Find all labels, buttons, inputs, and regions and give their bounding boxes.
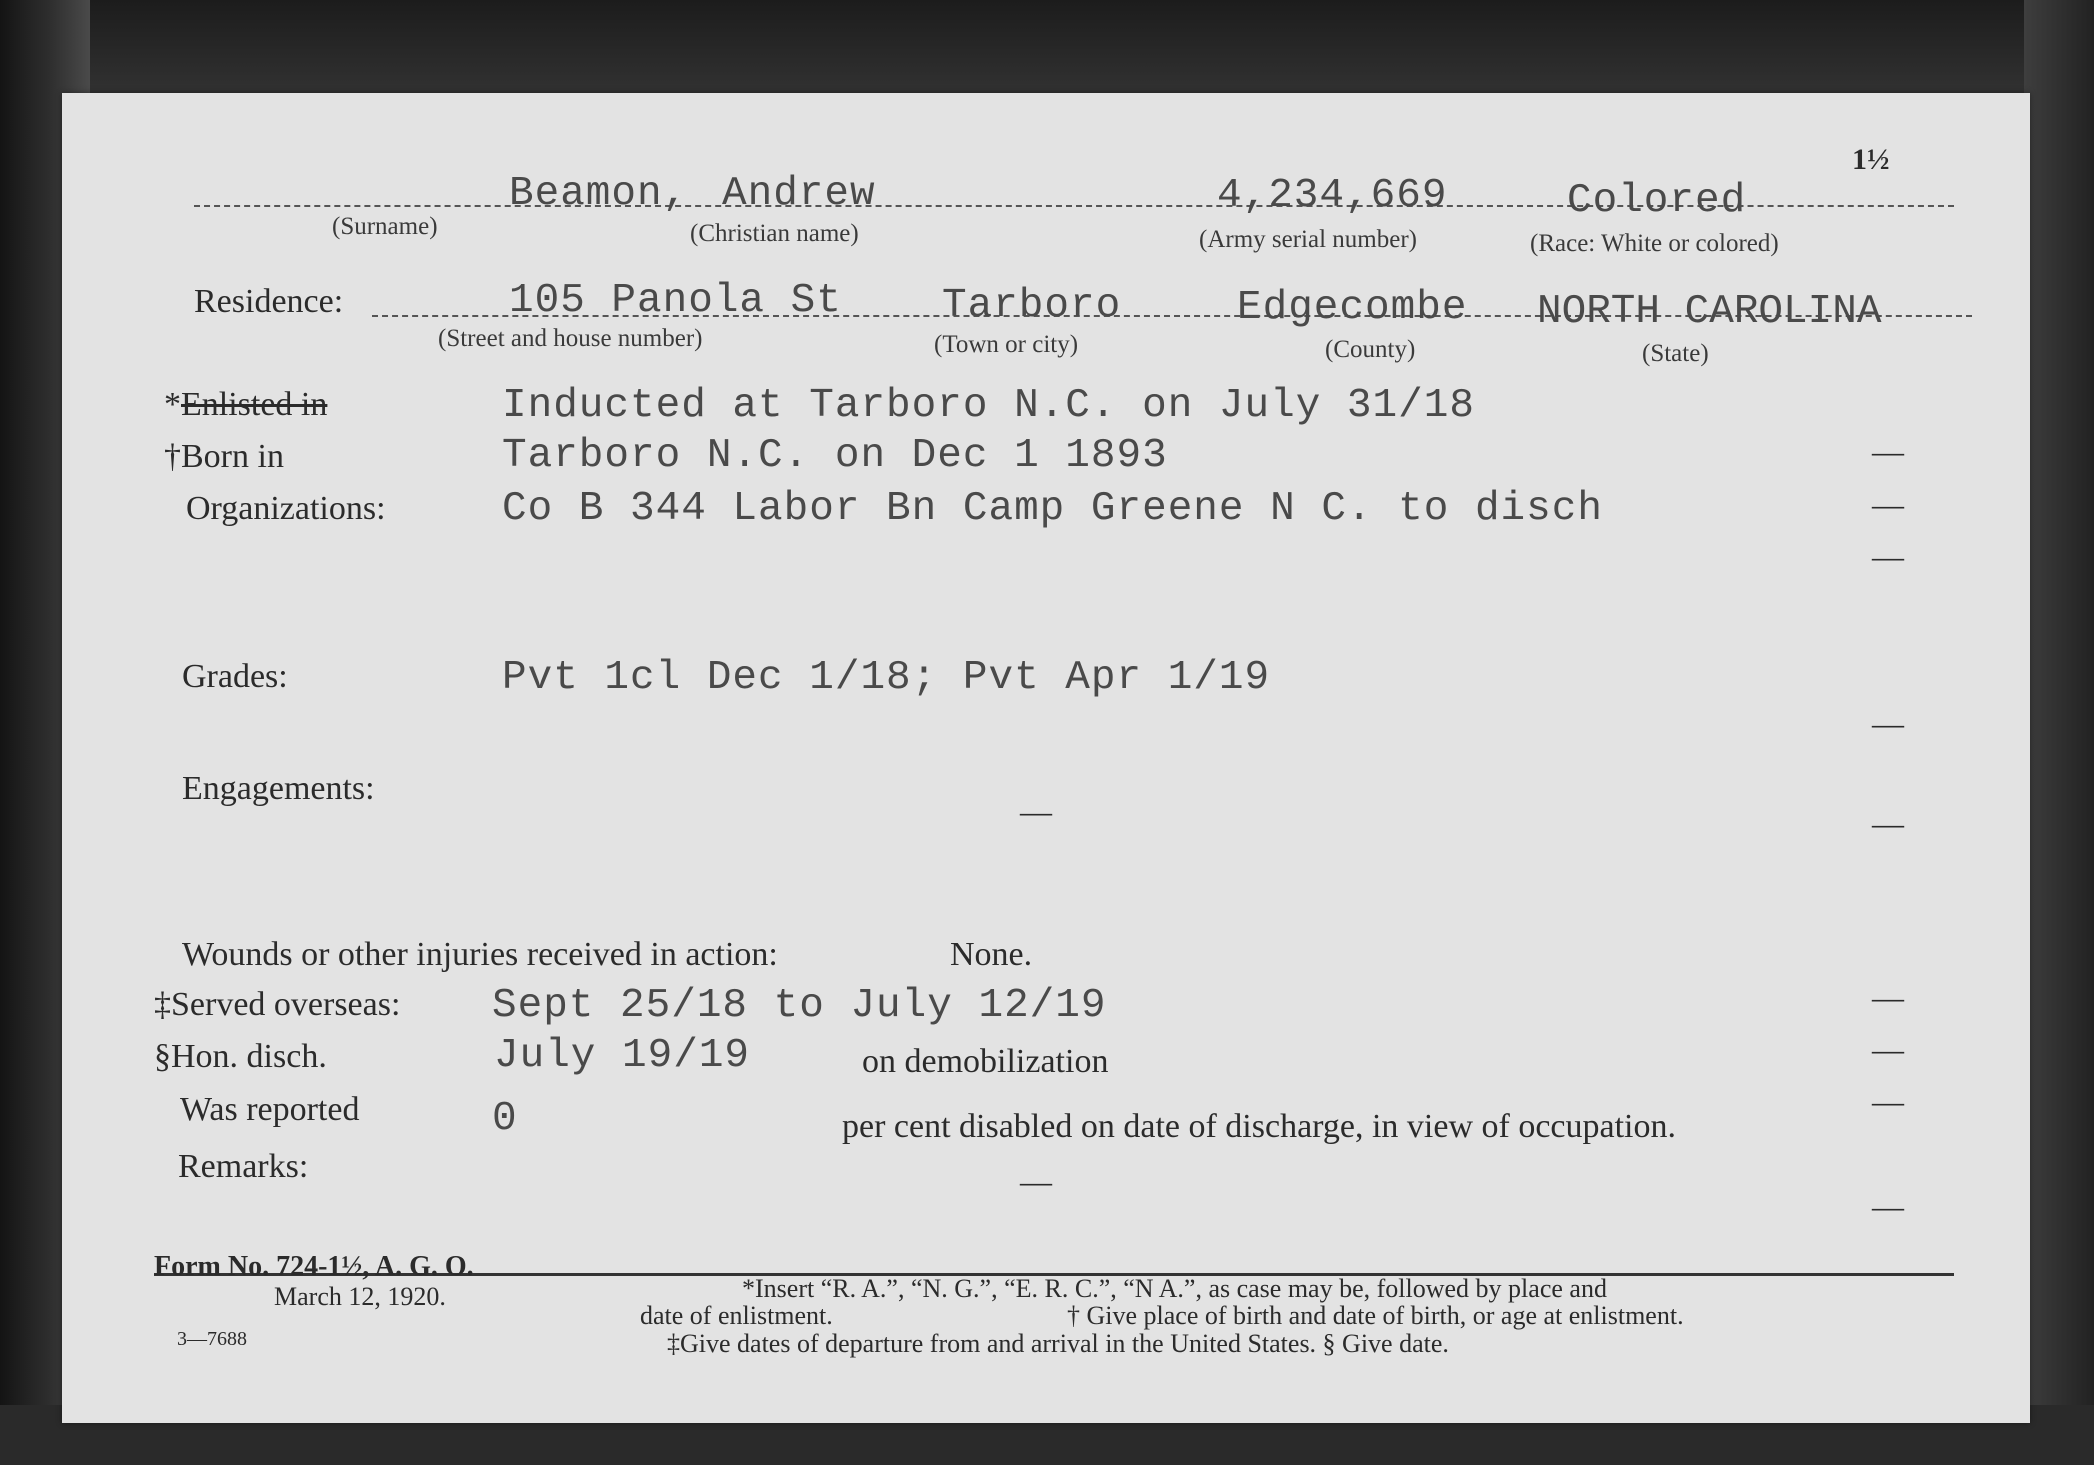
- footnote-1: *Insert “R. A.”, “N. G.”, “E. R. C.”, “N A.”, as case may be, followed by place and: [742, 1274, 1607, 1303]
- corner-mark: 1½: [1852, 143, 1890, 176]
- born-label: †Born in: [164, 438, 284, 475]
- residence-label: Residence:: [194, 283, 344, 320]
- enlisted-label-text: Enlisted in: [181, 386, 328, 423]
- race-caption: (Race: White or colored): [1530, 230, 1779, 257]
- served-overseas-label: ‡Served overseas:: [154, 986, 401, 1023]
- state-value: NORTH CAROLINA: [1537, 289, 1882, 335]
- grades-label: Grades:: [182, 658, 288, 695]
- footnote-2b: † Give place of birth and date of birth, or age at enlistment.: [1067, 1301, 1684, 1330]
- print-code: 3—7688: [177, 1328, 247, 1350]
- county-value: Edgecombe: [1237, 285, 1468, 331]
- christian-name-caption: (Christian name): [690, 220, 859, 247]
- footnote-3: ‡Give dates of departure from and arrival in the United States. § Give date.: [667, 1329, 1449, 1358]
- margin-dash: —: [1872, 1188, 1904, 1224]
- surname-caption: (Surname): [332, 213, 438, 240]
- wounds-value: None.: [950, 936, 1033, 973]
- service-record-card: [62, 93, 2030, 1423]
- scan-background-top: [0, 0, 2094, 100]
- margin-dash: —: [1872, 1031, 1904, 1067]
- was-reported-suffix: per cent disabled on date of discharge, in view of occupation.: [842, 1108, 1676, 1145]
- town-caption: (Town or city): [934, 331, 1079, 358]
- engagements-label: Engagements:: [182, 770, 375, 807]
- wounds-label: Wounds or other injuries received in action:: [182, 936, 778, 973]
- race-value: Colored: [1567, 178, 1747, 224]
- engagements-value: —: [1020, 793, 1052, 829]
- was-reported-value: 0: [492, 1096, 518, 1142]
- form-number: Form No. 724-1½, A. G. O.: [154, 1251, 474, 1282]
- margin-dash: —: [1872, 805, 1904, 841]
- enlisted-footnote-mark: *: [164, 386, 181, 423]
- margin-dash: —: [1872, 1083, 1904, 1119]
- organizations-label: Organizations:: [186, 490, 386, 527]
- footnote-2a: date of enlistment.: [640, 1301, 833, 1330]
- hon-disch-value: July 19/19: [494, 1033, 751, 1079]
- state-caption: (State): [1642, 340, 1709, 367]
- christian-name-value: Andrew: [722, 171, 876, 217]
- remarks-label: Remarks:: [178, 1148, 309, 1185]
- organizations-value: Co B 344 Labor Bn Camp Greene N C. to disch: [502, 486, 1603, 532]
- born-value: Tarboro N.C. on Dec 1 1893: [502, 433, 1168, 479]
- margin-dash: —: [1872, 538, 1904, 574]
- served-overseas-value: Sept 25/18 to July 12/19: [492, 983, 1107, 1029]
- margin-dash: —: [1872, 705, 1904, 741]
- street-value: 105 Panola St: [509, 278, 842, 324]
- hon-disch-label: §Hon. disch.: [154, 1038, 327, 1075]
- enlisted-label: [164, 386, 327, 424]
- county-caption: (County): [1325, 336, 1416, 363]
- street-caption: (Street and house number): [438, 325, 703, 352]
- hon-disch-suffix: on demobilization: [862, 1043, 1109, 1080]
- surname-value: Beamon,: [509, 171, 689, 217]
- remarks-value: —: [1020, 1163, 1052, 1199]
- serial-number-caption: (Army serial number): [1199, 226, 1417, 253]
- enlisted-value: Inducted at Tarboro N.C. on July 31/18: [502, 383, 1475, 429]
- margin-dash: —: [1872, 486, 1904, 522]
- serial-number-value: 4,234,669: [1217, 173, 1448, 219]
- grades-value: Pvt 1cl Dec 1/18; Pvt Apr 1/19: [502, 655, 1271, 701]
- town-value: Tarboro: [942, 283, 1122, 329]
- margin-dash: —: [1872, 979, 1904, 1015]
- margin-dash: —: [1872, 433, 1904, 469]
- was-reported-label: Was reported: [180, 1091, 360, 1128]
- form-date: March 12, 1920.: [274, 1282, 446, 1311]
- scan-background-right: [2024, 0, 2094, 1465]
